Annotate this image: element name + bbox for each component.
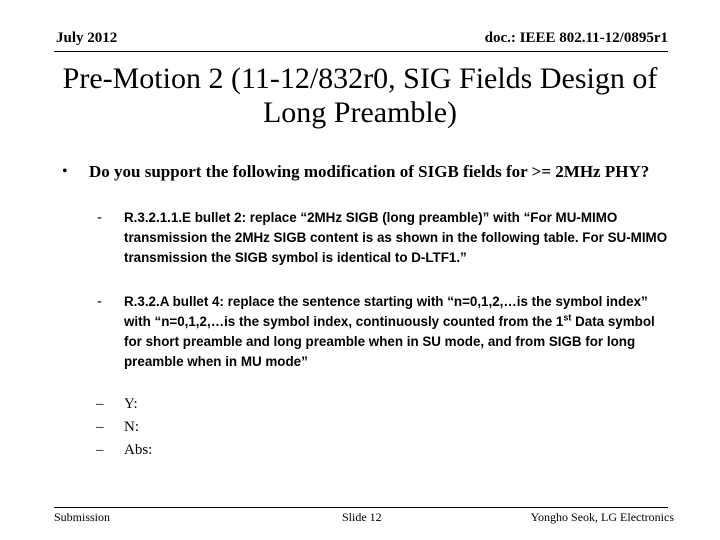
vote-abstain-label: Abs:	[124, 442, 153, 458]
item-2-text-before: R.3.2.A bullet 4: replace the sentence starting with “n=0,1,2,…is the symbol index” with “n=0,1,2,…is the symbol index, continuously counted from the 1	[124, 294, 648, 329]
header-doc-id: doc.: IEEE 802.11-12/0895r1	[484, 30, 668, 46]
vote-abstain-dash: –	[96, 442, 104, 458]
header-date: July 2012	[56, 30, 118, 46]
item-2-text-after: Data symbol for short preamble and long preamble when in SU mode, and from SIGB for long preamble when in MU mode”	[124, 314, 655, 369]
bullet-icon: •	[62, 163, 68, 180]
item-2-dash: -	[97, 293, 102, 310]
item-2-superscript: st	[563, 312, 572, 323]
item-2-text	[124, 292, 669, 372]
footer-divider	[54, 507, 668, 508]
footer-submission: Submission	[54, 510, 111, 524]
vote-no-label: N:	[124, 419, 139, 435]
question-text: Do you support the following modification of SIGB fields for >= 2MHz PHY?	[89, 162, 650, 181]
vote-yes-label: Y:	[124, 396, 138, 412]
slide-title: Pre-Motion 2 (11-12/832r0, SIG Fields Design of Long Preamble)	[62, 62, 658, 129]
header-divider	[54, 51, 668, 52]
vote-no-dash: –	[96, 419, 104, 435]
item-1-text: R.3.2.1.1.E bullet 2: replace “2MHz SIGB (long preamble)” with “For MU-MIMO transmission the 2MHz SIGB content is as shown in the following table. For SU-MIMO transmission the SIGB symbol is identical to D-LTF1.”	[124, 210, 668, 265]
footer-author: Yongho Seok, LG Electronics	[530, 510, 674, 524]
footer-slide-number: Slide 12	[342, 510, 382, 524]
item-1-dash: -	[97, 209, 102, 226]
vote-yes-dash: –	[96, 396, 104, 412]
